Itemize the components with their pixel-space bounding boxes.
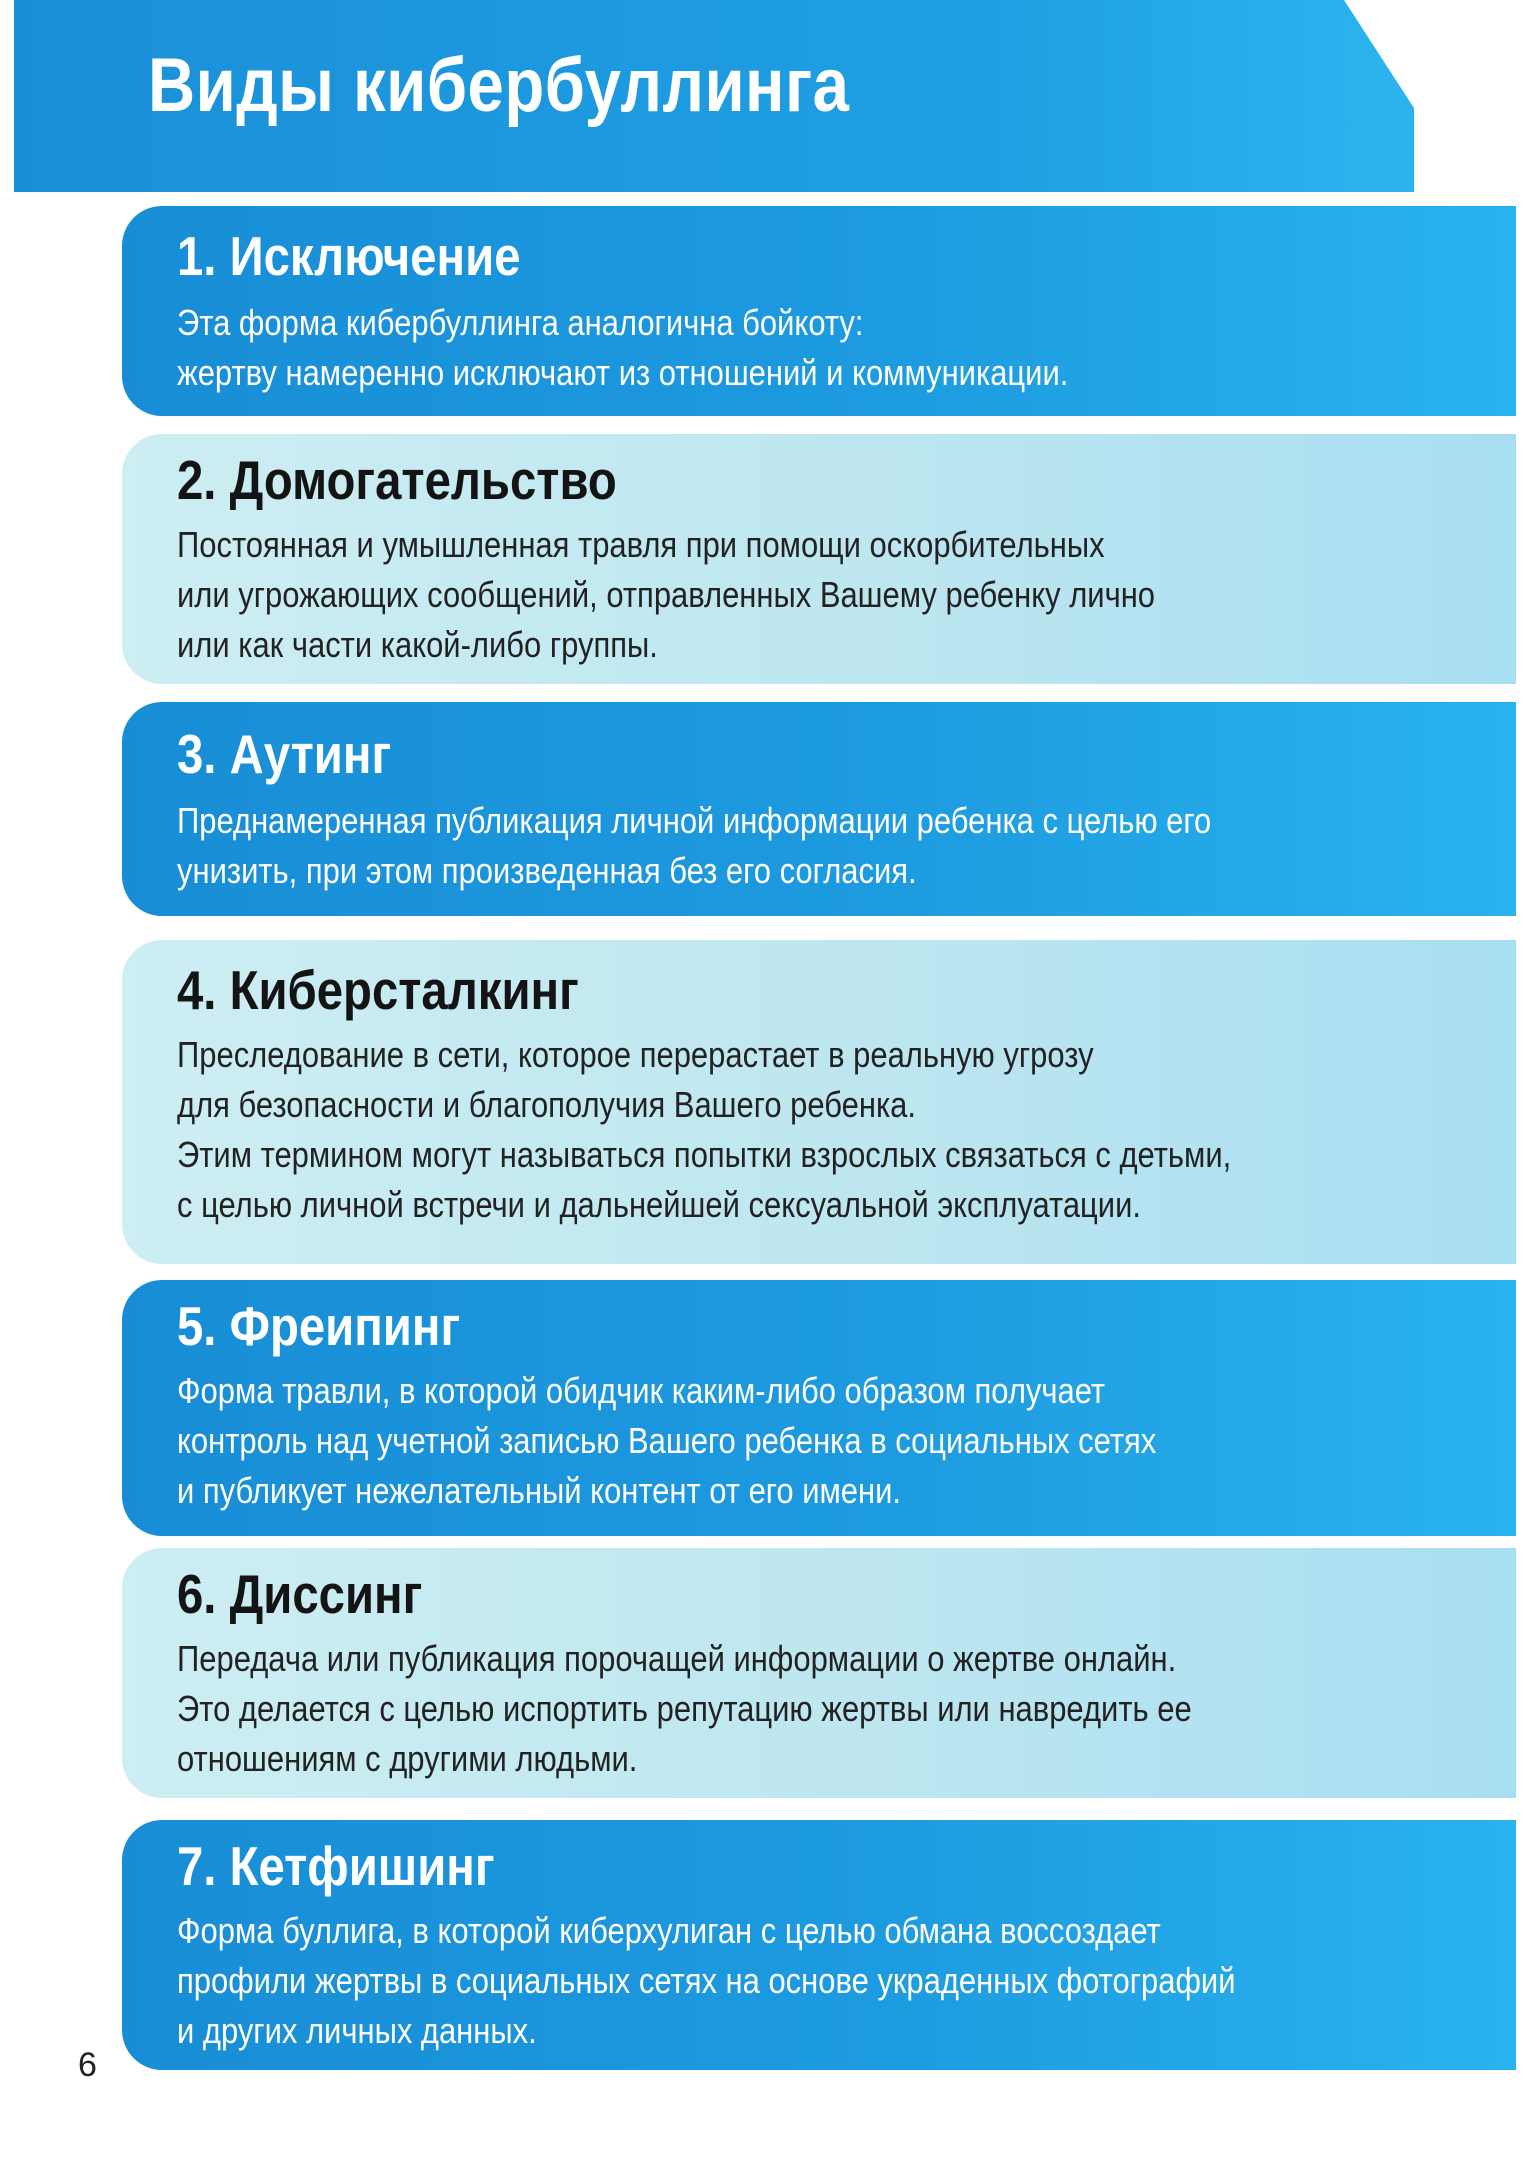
card-body-line: Преследование в сети, которое перерастает в реальную угрозу [177,1034,1094,1075]
card-title: 6. Диссинг [177,1563,423,1625]
card-body-line: Постоянная и умышленная травля при помощи оскорбительных [177,524,1105,565]
card-body-line: жертву намеренно исключают из отношений и коммуникации. [177,352,1069,393]
card-body-line: контроль над учетной записью Вашего ребенка в социальных сетях [177,1420,1157,1461]
card-title: 4. Киберсталкинг [177,959,579,1021]
card-title: 7. Кетфишинг [177,1835,495,1897]
card-title: 1. Исключение [177,225,521,287]
card-body-line: для безопасности и благополучия Вашего ребенка. [177,1084,917,1125]
card-body-line: и публикует нежелательный контент от его имени. [177,1470,902,1511]
card-body-line: и других личных данных. [177,2010,537,2051]
card-title: 5. Фреипинг [177,1295,461,1357]
card-body-line: отношениям с другими людьми. [177,1738,638,1779]
card-catfishing [122,1820,1516,2070]
card-body-line: Передача или публикация порочащей информации о жертве онлайн. [177,1638,1177,1679]
card-exclusion [122,206,1516,416]
card-body-line: с целью личной встречи и дальнейшей сексуальной эксплуатации. [177,1184,1141,1225]
card-body-line: Преднамеренная публикация личной информации ребенка с целью его [177,800,1212,841]
card-fraping [122,1280,1516,1536]
page-number: 6 [78,2046,97,2084]
page-title: Виды кибербуллинга [148,43,850,128]
card-cyberstalking [122,940,1516,1264]
card-dissing [122,1548,1516,1798]
card-body-line: Это делается с целью испортить репутацию жертвы или навредить ее [177,1688,1192,1729]
card-body-line: профили жертвы в социальных сетях на основе украденных фотографий [177,1960,1236,2001]
card-body-line: или как части какой-либо группы. [177,624,658,665]
card-body-line: Этим термином могут называться попытки взрослых связаться с детьми, [177,1134,1232,1175]
card-body-line: или угрожающих сообщений, отправленных Вашему ребенку лично [177,574,1156,615]
card-harassment [122,434,1516,684]
card-body-line: Форма буллига, в которой киберхулиган с целью обмана воссоздает [177,1910,1161,1951]
card-body-line: Форма травли, в которой обидчик каким-либо образом получает [177,1370,1106,1411]
card-body-line: Эта форма кибербуллинга аналогична бойкоту: [177,302,864,343]
card-body-line: унизить, при этом произведенная без его согласия. [177,850,917,891]
card-title: 3. Аутинг [177,723,392,785]
card-outing [122,702,1516,916]
card-title: 2. Домогательство [177,449,617,511]
